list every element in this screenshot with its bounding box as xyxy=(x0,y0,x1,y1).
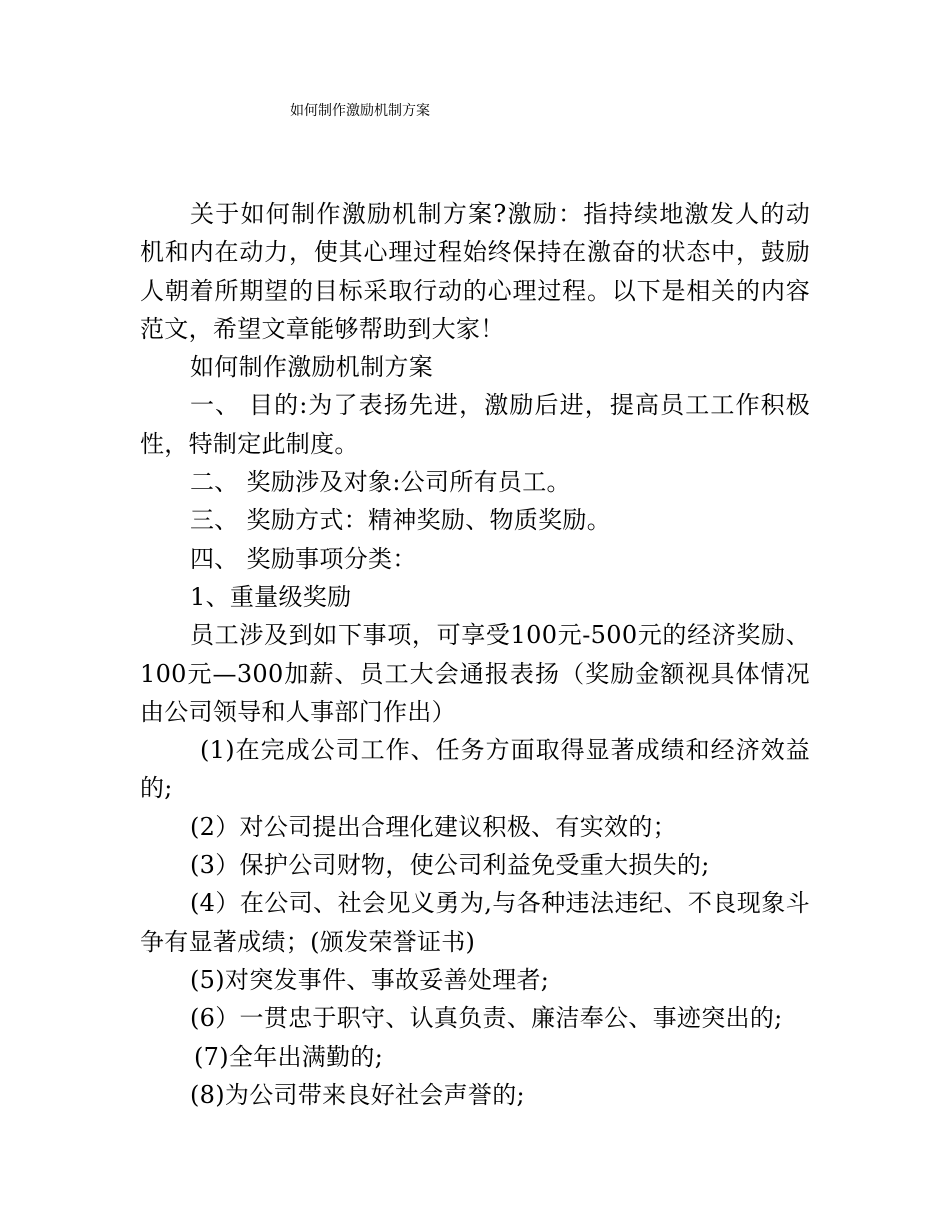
major-award-description: 员工涉及到如下事项，可享受100元-500元的经济奖励、100元—300加薪、员工大会通报表扬（奖励金额视具体情况由公司领导和人事部门作出） xyxy=(140,621,810,726)
item-purpose: 一、 目的:为了表扬先进，激励后进，提高员工工作积极性，特制定此制度。 xyxy=(140,391,810,458)
list-item: (2）对公司提出合理化建议积极、有实效的； xyxy=(190,812,677,841)
subheading-major-award: 1、重量级奖励 xyxy=(190,582,352,611)
item-categories: 四、 奖励事项分类： xyxy=(190,544,417,573)
intro-paragraph: 关于如何制作激励机制方案?激励：指持续地激发人的动机和内在动力，使其心理过程始终保持在激奋的状态中，鼓励人朝着所期望的目标采取行动的心理过程。以下是相关的内容范文，希望文章能够帮助到大家！ xyxy=(140,200,810,343)
list-item: (8)为公司带来良好社会声誉的; xyxy=(190,1080,525,1109)
list-item: (6）一贯忠于职守、认真负责、廉洁奉公、事迹突出的; xyxy=(190,1004,783,1033)
list-item: (4）在公司、社会见义勇为,与各种违法违纪、不良现象斗争有显著成绩；(颁发荣誉证书) xyxy=(140,889,810,956)
section-title: 如何制作激励机制方案 xyxy=(190,353,433,382)
list-item: (5)对突发事件、事故妥善处理者; xyxy=(190,965,550,994)
item-method: 三、 奖励方式：精神奖励、物质奖励。 xyxy=(190,506,612,535)
item-target: 二、 奖励涉及对象:公司所有员工。 xyxy=(190,468,571,497)
list-item: (1)在完成公司工作、任务方面取得显著成绩和经济效益的; xyxy=(140,736,810,803)
document-body xyxy=(140,195,810,1114)
list-item: (3）保护公司财物，使公司利益免受重大损失的; xyxy=(190,851,710,880)
page-header-title: 如何制作激励机制方案 xyxy=(290,103,430,119)
list-item: (7)全年出满勤的; xyxy=(194,1042,384,1071)
